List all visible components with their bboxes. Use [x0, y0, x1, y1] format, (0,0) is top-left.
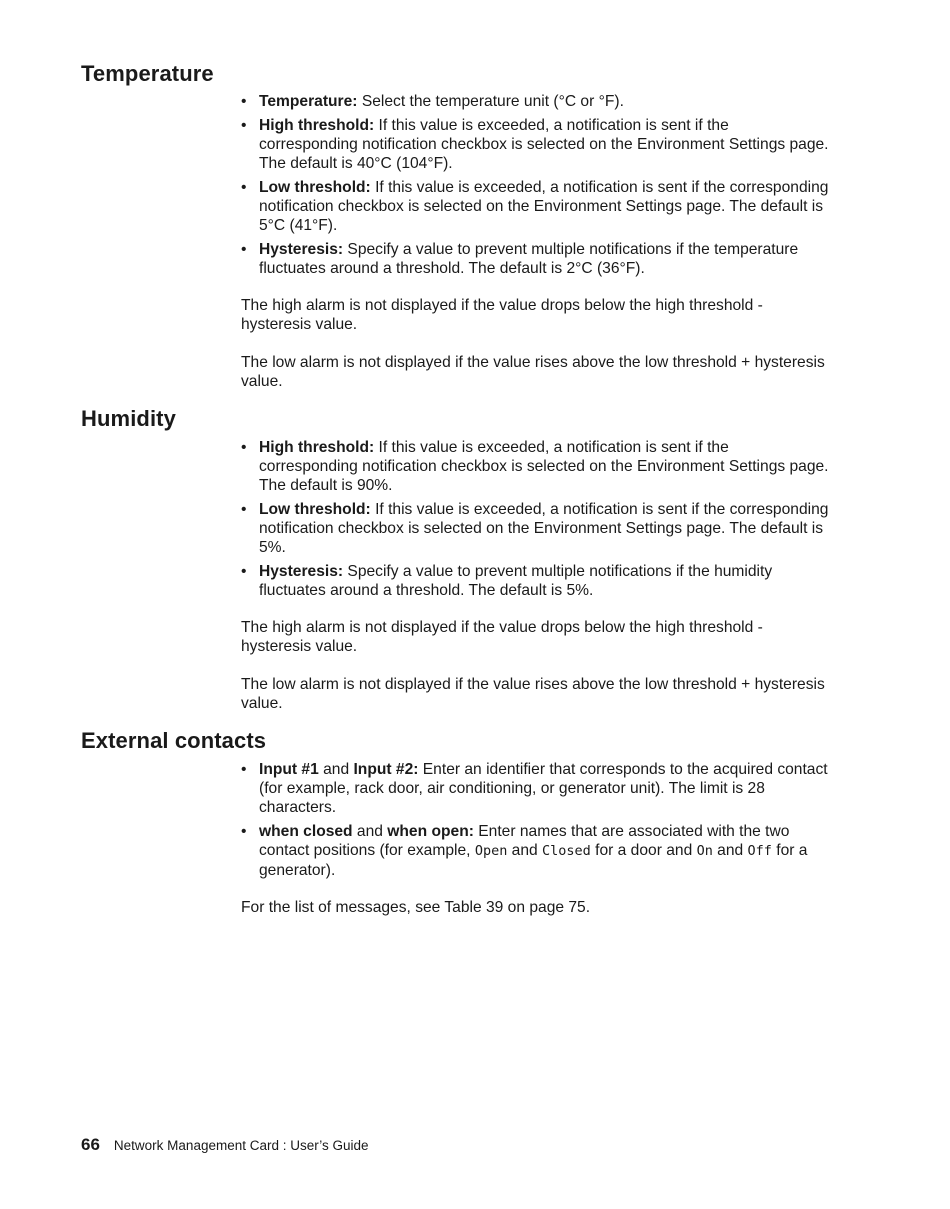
temperature-list	[241, 92, 831, 278]
list-item	[241, 500, 831, 557]
section-heading-external-contacts: External contacts	[81, 728, 267, 753]
list-item	[241, 760, 831, 817]
list-item-text: for a generator).	[259, 842, 808, 879]
list-item-text: If this value is exceeded, a notification is sent if the corresponding notification checkbox is selected on the Environment Settings page. The default is 5°C (41°F).	[259, 179, 829, 234]
list-item	[241, 178, 831, 235]
humidity-section-body	[241, 438, 831, 713]
list-item-term: High threshold:	[259, 439, 375, 456]
list-item-term: Hysteresis:	[259, 241, 344, 258]
list-item	[241, 116, 831, 173]
list-item-term: Low threshold:	[259, 501, 371, 518]
footer-title: Network Management Card : User’s Guide	[113, 1138, 369, 1153]
temperature-section-body	[241, 92, 831, 391]
external-contacts-section-body	[241, 760, 831, 917]
humidity-list	[241, 438, 831, 600]
list-item	[241, 438, 831, 495]
list-item-term: Temperature:	[259, 93, 358, 110]
list-item-term: Hysteresis:	[259, 563, 344, 580]
list-item-text: Specify a value to prevent multiple notifications if the humidity fluctuates around a threshold. The default is 5%.	[259, 563, 773, 599]
list-item-text: and	[712, 842, 748, 859]
list-item	[241, 822, 831, 880]
list-item-text: for a door and	[590, 842, 697, 859]
list-item	[241, 562, 831, 600]
list-item-term: when open:	[387, 823, 474, 840]
list-item-text: Enter names that are associated with the two contact positions (for example,	[259, 823, 790, 859]
code-term: On	[696, 843, 713, 859]
list-item	[241, 240, 831, 278]
list-item-text: and	[318, 761, 354, 778]
list-item-term: High threshold:	[259, 117, 375, 134]
list-item-text: and	[507, 842, 543, 859]
code-term: Closed	[542, 843, 591, 859]
list-item-term: Low threshold:	[259, 179, 371, 196]
list-item-text: and	[352, 823, 388, 840]
code-term: Off	[747, 843, 772, 859]
paragraph: The high alarm is not displayed if the value drops below the high threshold - hysteresis value.	[241, 619, 763, 655]
list-item-text: Enter an identifier that corresponds to the acquired contact (for example, rack door, air conditioning, or generator unit). The limit is 28 characters.	[259, 761, 828, 816]
page-footer	[81, 1134, 369, 1157]
paragraph: The low alarm is not displayed if the value rises above the low threshold + hysteresis value.	[241, 676, 825, 712]
paragraph: For the list of messages, see Table 39 on page 75.	[241, 899, 591, 916]
list-item-text: If this value is exceeded, a notification is sent if the corresponding notification checkbox is selected on the Environment Settings page. The default is 40°C (104°F).	[259, 117, 829, 172]
list-item-term: when closed	[259, 823, 353, 840]
section-heading-humidity: Humidity	[81, 406, 176, 431]
list-item-term: Input #2:	[353, 761, 419, 778]
section-heading-temperature: Temperature	[81, 61, 214, 86]
page-number: 66	[81, 1135, 100, 1154]
list-item-text: If this value is exceeded, a notification is sent if the corresponding notification checkbox is selected on the Environment Settings page. The default is 90%.	[259, 439, 829, 494]
list-item	[241, 92, 831, 111]
paragraph: The high alarm is not displayed if the value drops below the high threshold - hysteresis value.	[241, 297, 763, 333]
list-item-text: Specify a value to prevent multiple notifications if the temperature fluctuates around a threshold. The default is 2°C (36°F).	[259, 241, 799, 277]
paragraph: The low alarm is not displayed if the value rises above the low threshold + hysteresis value.	[241, 354, 825, 390]
list-item-text: If this value is exceeded, a notification is sent if the corresponding notification checkbox is selected on the Environment Settings page. The default is 5%.	[259, 501, 829, 556]
list-item-term: Input #1	[259, 761, 319, 778]
list-item-text: Select the temperature unit (°C or °F).	[357, 93, 624, 110]
external-contacts-list	[241, 760, 831, 880]
code-term: Open	[474, 843, 508, 859]
